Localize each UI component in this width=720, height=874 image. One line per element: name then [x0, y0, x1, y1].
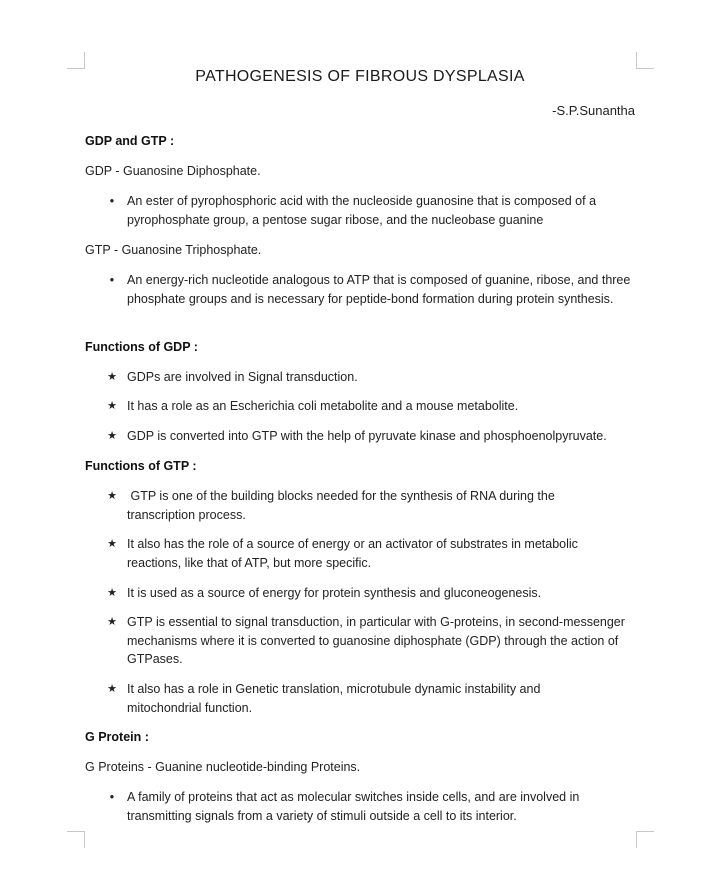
list-item-text: It also has a role in Genetic translation, microtubule dynamic instability and mitochondrial function. — [127, 682, 541, 715]
section-heading-functions-gtp: Functions of GTP : — [85, 459, 197, 473]
page-corner-mark-bottom-right — [636, 831, 654, 848]
bullet-icon: • — [109, 273, 115, 287]
page-corner-mark-top-left — [67, 52, 85, 69]
star-icon: ★ — [107, 683, 117, 695]
section-heading-g-protein: G Protein : — [85, 730, 149, 744]
list-item-text: An energy-rich nucleotide analogous to ATP that is composed of guanine, ribose, and three phosphate groups and is necessary for peptide-bond formation during protein synthesis. — [127, 273, 631, 306]
list-item — [85, 192, 635, 229]
list-item-text: A family of proteins that act as molecular switches inside cells, and are involved in transmitting signals from a variety of stimuli outside a cell to its interior. — [127, 790, 580, 823]
list-item-text: It is used as a source of energy for protein synthesis and gluconeogenesis. — [127, 586, 542, 600]
star-icon: ★ — [107, 490, 117, 502]
star-icon: ★ — [107, 430, 117, 442]
page-corner-mark-top-right — [636, 52, 654, 69]
list-item-text: It has a role as an Escherichia coli metabolite and a mouse metabolite. — [127, 399, 519, 413]
document-title: PATHOGENESIS OF FIBROUS DYSPLASIA — [195, 68, 525, 85]
star-icon: ★ — [107, 538, 117, 550]
list-item-text: GDP is converted into GTP with the help of pyruvate kinase and phosphoenolpyruvate. — [127, 429, 607, 443]
list-item-text: GDPs are involved in Signal transduction. — [127, 370, 358, 384]
star-icon: ★ — [107, 371, 117, 383]
star-icon: ★ — [107, 400, 117, 412]
list-item — [85, 788, 635, 825]
list-item-text: An ester of pyrophosphoric acid with the nucleoside guanosine that is composed of a pyrophosphate group, a pentose sugar ribose, and the nucleobase guanine — [127, 194, 597, 227]
gtp-definition: GTP - Guanosine Triphosphate. — [85, 243, 262, 257]
list-item — [85, 427, 635, 446]
bullet-icon: • — [109, 194, 115, 208]
list-item — [85, 271, 635, 308]
list-item — [85, 535, 635, 572]
list-item-text: GTP is essential to signal transduction, in particular with G-proteins, in second-messenger mechanisms where it is converted to guanosine diphosphate (GDP) through the action of GTPases. — [127, 615, 625, 666]
list-item-text: GTP is one of the building blocks needed for the synthesis of RNA during the transcription process. — [127, 489, 559, 522]
section-heading-gdp-gtp: GDP and GTP : — [85, 134, 175, 148]
page-corner-mark-bottom-left — [67, 831, 85, 848]
list-item — [85, 487, 635, 524]
list-item — [85, 613, 635, 669]
list-item — [85, 368, 635, 387]
list-item-text: It also has the role of a source of energy or an activator of substrates in metabolic reactions, like that of ATP, but more specific. — [127, 537, 578, 570]
bullet-icon: • — [109, 790, 115, 804]
list-item — [85, 680, 635, 717]
document-author: -S.P.Sunantha — [552, 103, 635, 118]
star-icon: ★ — [107, 587, 117, 599]
g-protein-definition: G Proteins - Guanine nucleotide-binding Proteins. — [85, 760, 361, 774]
gdp-definition: GDP - Guanosine Diphosphate. — [85, 164, 261, 178]
star-icon: ★ — [107, 616, 117, 628]
list-item — [85, 584, 635, 603]
section-heading-functions-gdp: Functions of GDP : — [85, 340, 198, 354]
list-item — [85, 397, 635, 416]
